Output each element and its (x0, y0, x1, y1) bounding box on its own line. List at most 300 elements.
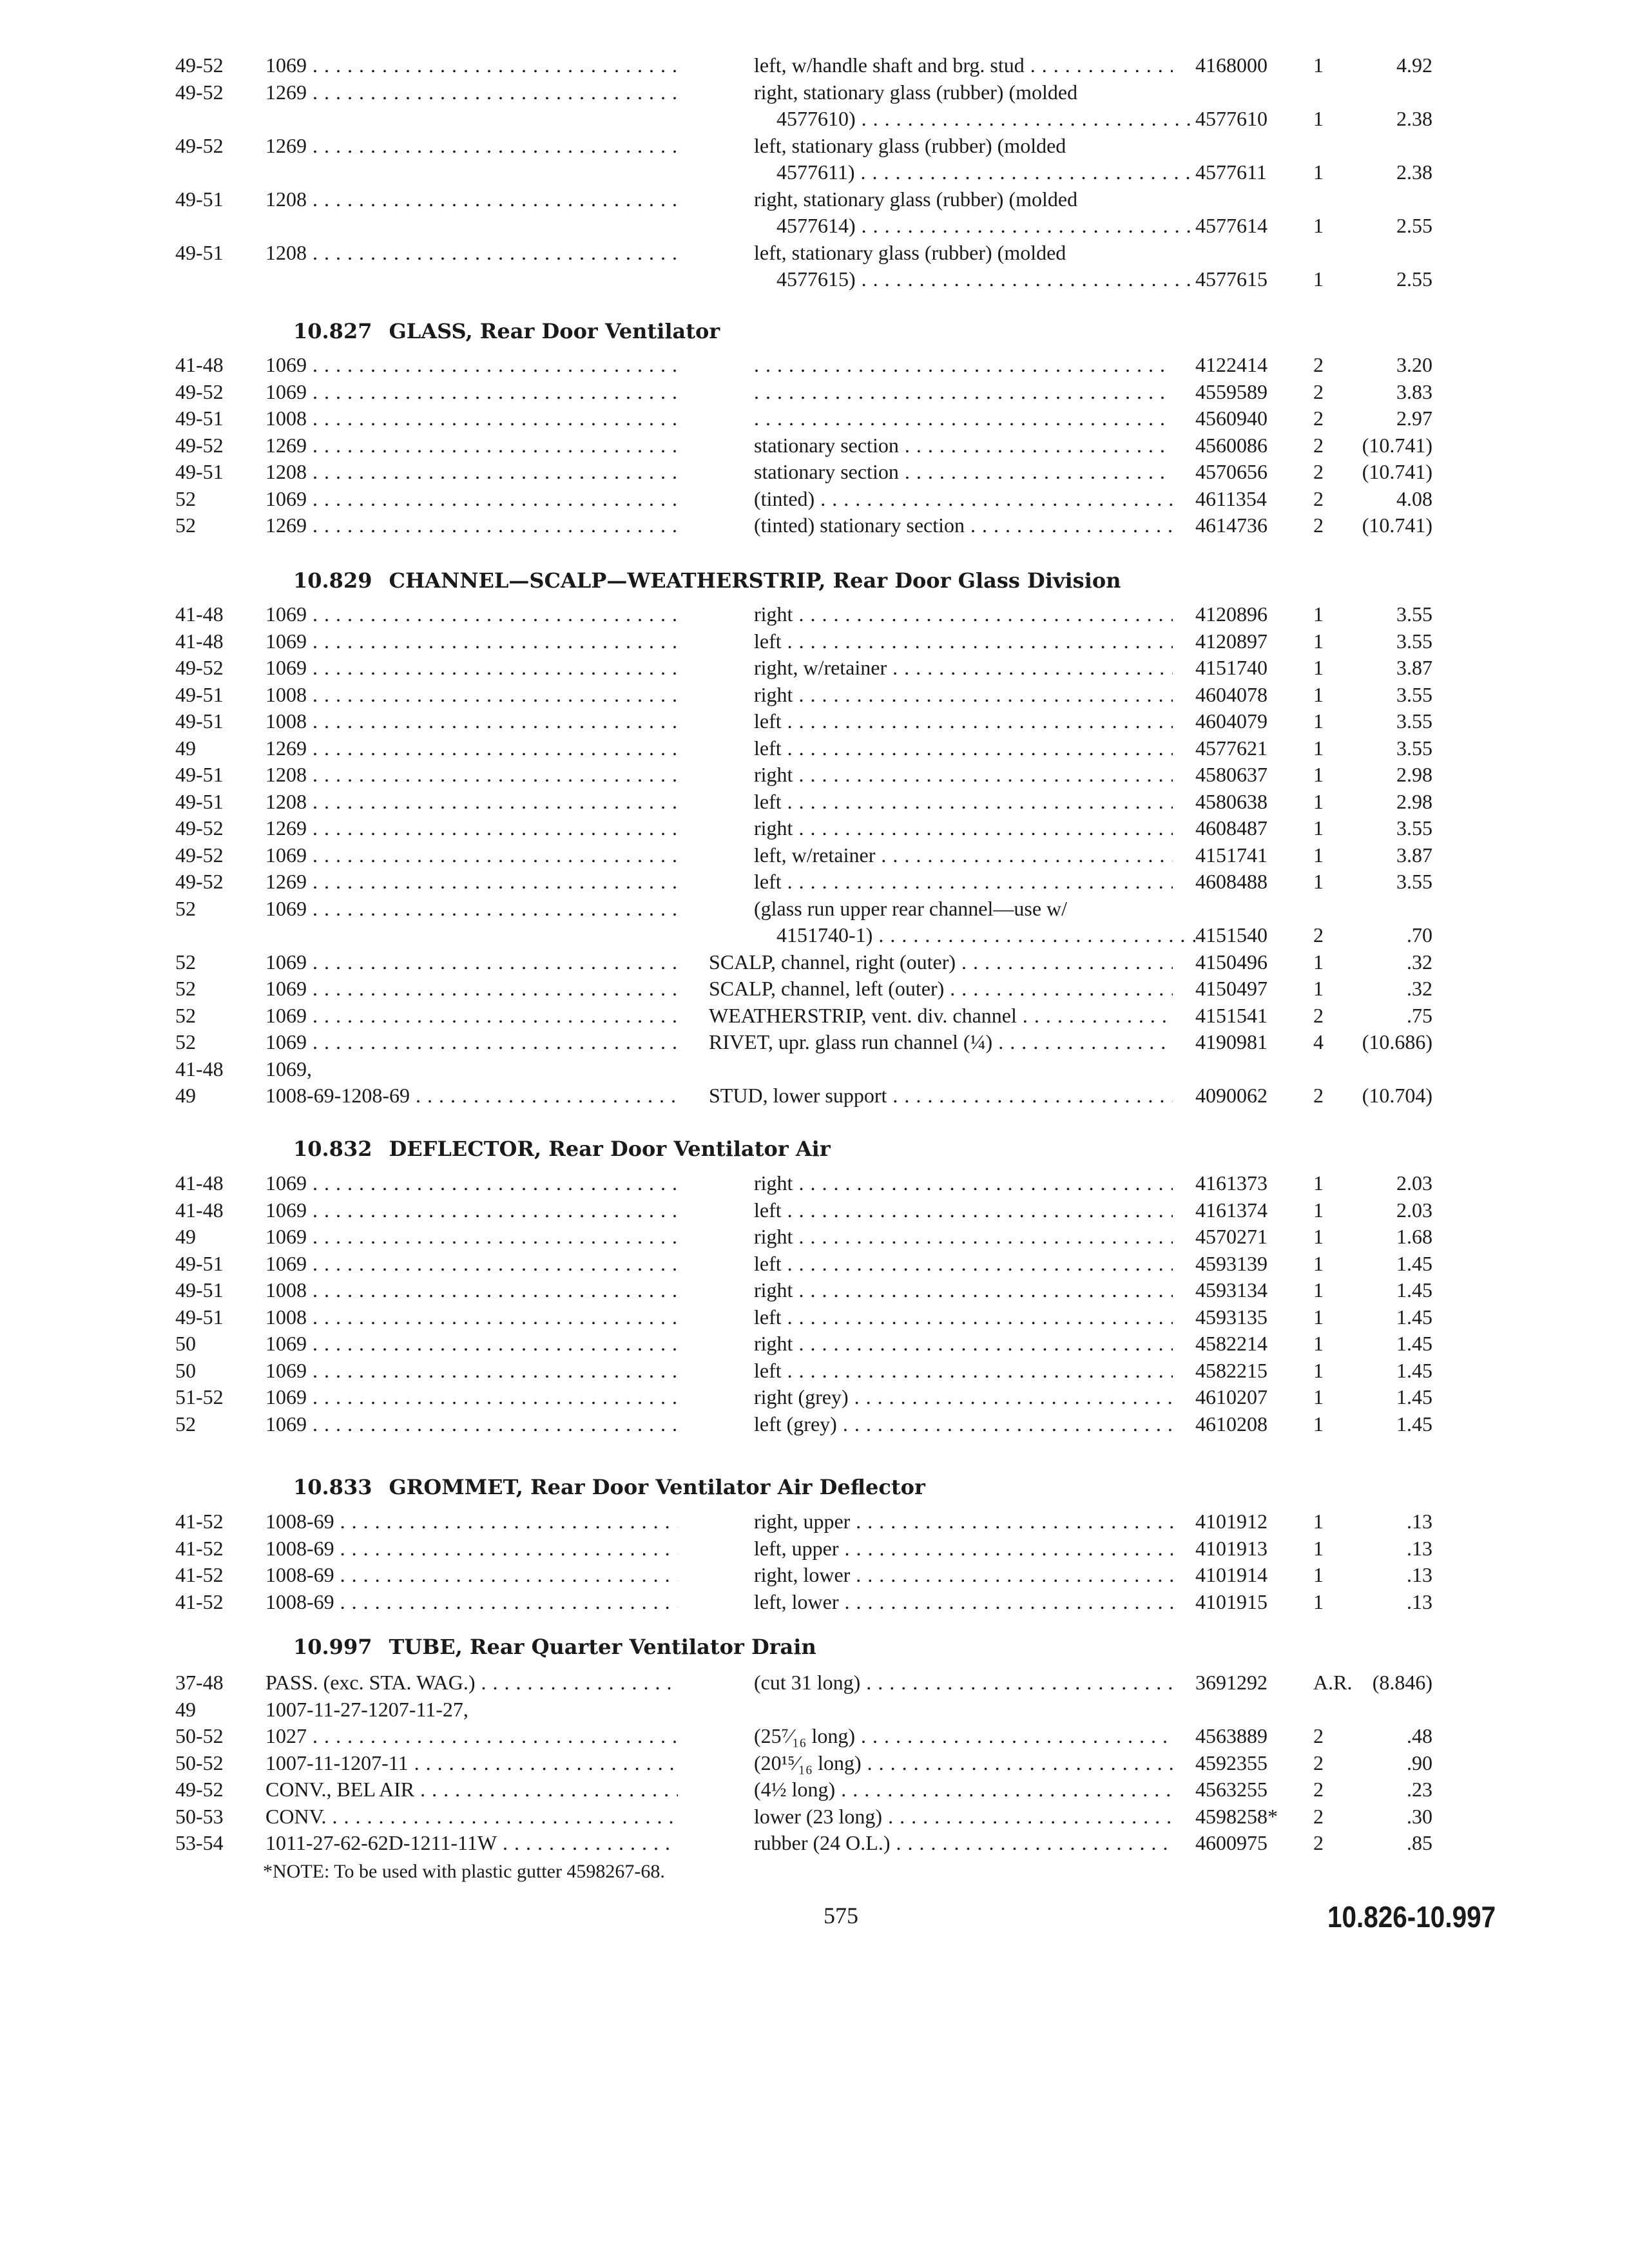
year-cell: 50 (175, 1332, 196, 1355)
table-row (0, 485, 1629, 512)
part-number-cell: 4570656 (1195, 460, 1268, 483)
model-cell: 1027 . . . (265, 1722, 678, 1749)
quantity-cell: 2 (1313, 1724, 1324, 1747)
part-number-cell: 4593134 (1195, 1278, 1268, 1302)
part-number-cell: 4150496 (1195, 950, 1268, 974)
section-code: 10.829 (293, 568, 372, 593)
description-cell: left . . . (754, 868, 1173, 895)
model-cell: 1008 . . . (265, 1276, 678, 1303)
part-number-cell: 4593135 (1195, 1305, 1268, 1329)
quantity-cell: 1 (1313, 790, 1324, 813)
description-cell: (cut 31 long) . . . (754, 1669, 1173, 1696)
table-row (0, 1669, 1629, 1696)
description-cell: 4577611) . . . (776, 159, 1195, 186)
quantity-cell: 1 (1313, 709, 1324, 733)
description-cell: 4577610) . . . (776, 105, 1195, 132)
part-number-cell: 4598258* (1195, 1805, 1278, 1828)
year-cell: 52 (175, 897, 196, 920)
quantity-cell: 2 (1313, 380, 1324, 403)
year-cell: 49-52 (175, 843, 224, 867)
table-row (0, 378, 1629, 405)
price-cell: 3.83 (1396, 380, 1432, 403)
model-cell: 1069 . . . (265, 1330, 678, 1357)
model-cell: 1269 . . . (265, 814, 678, 841)
section-heading (293, 1135, 831, 1162)
quantity-cell: 1 (1313, 843, 1324, 867)
year-cell: 49-52 (175, 134, 224, 157)
description-cell: left . . . (754, 628, 1173, 655)
description-cell: right . . . (754, 1276, 1173, 1303)
year-cell: 49 (175, 1225, 196, 1248)
part-number-cell: 4610208 (1195, 1412, 1268, 1436)
year-cell: 37-48 (175, 1671, 224, 1694)
year-cell: 41-52 (175, 1590, 224, 1613)
model-cell: 1069 . . . (265, 1223, 678, 1250)
description-cell (754, 378, 1173, 405)
year-cell: 50 (175, 1359, 196, 1382)
year-cell: 49-51 (175, 1252, 224, 1275)
year-cell: 49 (175, 1698, 196, 1721)
model-cell: 1008-69-1208-69 . . . (265, 1082, 678, 1109)
part-number-cell: 4577610 (1195, 107, 1268, 130)
description-cell: (tinted) stationary section . . . (754, 512, 1173, 539)
part-number-cell: 4101913 (1195, 1537, 1268, 1560)
quantity-cell: 2 (1313, 514, 1324, 537)
description-cell: 4577615) . . . (776, 265, 1195, 293)
model-cell: 1069 . . . (265, 948, 678, 975)
table-row (0, 239, 1629, 266)
price-cell: 1.45 (1396, 1332, 1432, 1355)
description-cell: lower (23 long) . . . (754, 1803, 1173, 1830)
table-row (0, 707, 1629, 735)
table-row (0, 351, 1629, 378)
year-cell: 49-52 (175, 53, 224, 77)
price-cell: 3.55 (1396, 870, 1432, 893)
price-cell: (10.741) (1362, 514, 1432, 537)
section-code: 10.997 (293, 1635, 372, 1659)
quantity-cell: 2 (1313, 1004, 1324, 1027)
table-row (0, 1082, 1629, 1109)
model-cell: 1069 . . . (265, 975, 678, 1002)
year-cell: 41-48 (175, 1171, 224, 1195)
description-cell: left . . . (754, 788, 1173, 815)
part-number-cell: 4608487 (1195, 816, 1268, 840)
table-row (0, 1330, 1629, 1357)
model-cell: 1069 . . . (265, 1196, 678, 1224)
part-number-cell: 4592355 (1195, 1751, 1268, 1774)
part-number-cell: 4582215 (1195, 1359, 1268, 1382)
description-cell: left, w/retainer . . . (754, 841, 1173, 869)
price-cell: 2.03 (1396, 1198, 1432, 1222)
year-cell: 49-52 (175, 81, 224, 104)
description-cell: left . . . (754, 707, 1173, 735)
description-cell: (tinted) . . . (754, 485, 1173, 512)
model-cell: 1208 . . . (265, 788, 678, 815)
description-cell: right, lower . . . (754, 1561, 1173, 1588)
description-cell: right (grey) . . . (754, 1383, 1173, 1410)
model-cell: 1011-27-62-62D-1211-11W . . . (265, 1829, 678, 1856)
quantity-cell: 1 (1313, 1412, 1324, 1436)
part-number-cell: 4560940 (1195, 407, 1268, 430)
quantity-cell: 1 (1313, 160, 1324, 184)
model-cell: CONV. . . . (265, 1803, 678, 1830)
description-cell: (glass run upper rear channel—use w/ (754, 897, 1068, 920)
model-cell: 1069 . . . (265, 654, 678, 681)
model-cell: PASS. (exc. STA. WAG.) . . . (265, 1669, 678, 1696)
year-cell: 52 (175, 1004, 196, 1027)
price-cell: 3.87 (1396, 656, 1432, 679)
table-row (0, 921, 1629, 948)
table-row (0, 1410, 1629, 1437)
price-cell: (10.686) (1362, 1030, 1432, 1053)
part-number-cell: 4101912 (1195, 1510, 1268, 1533)
year-cell: 41-52 (175, 1537, 224, 1560)
quantity-cell: 1 (1313, 107, 1324, 130)
description-cell: left . . . (754, 1250, 1173, 1277)
part-number-cell: 4604078 (1195, 683, 1268, 706)
quantity-cell: 1 (1313, 1171, 1324, 1195)
year-cell: 49-52 (175, 816, 224, 840)
price-cell: .48 (1407, 1724, 1432, 1747)
quantity-cell: 1 (1313, 267, 1324, 291)
year-cell: 49-51 (175, 709, 224, 733)
quantity-cell: 2 (1313, 1751, 1324, 1774)
year-cell: 49-51 (175, 683, 224, 706)
year-cell: 49 (175, 1084, 196, 1107)
table-row (0, 1749, 1629, 1776)
section-title: GLASS, Rear Door Ventilator (389, 319, 720, 343)
year-cell: 53-54 (175, 1831, 224, 1854)
price-cell: .32 (1407, 950, 1432, 974)
table-row (0, 1303, 1629, 1331)
price-cell: .13 (1407, 1590, 1432, 1613)
table-row (0, 761, 1629, 788)
description-cell: left . . . (754, 735, 1173, 762)
table-row (0, 814, 1629, 841)
part-number-cell: 4151740 (1195, 656, 1268, 679)
section-title: GROMMET, Rear Door Ventilator Air Deflector (389, 1475, 925, 1499)
table-row (0, 1722, 1629, 1749)
quantity-cell: 2 (1313, 1805, 1324, 1828)
model-cell: 1208 . . . (265, 458, 678, 485)
quantity-cell: 1 (1313, 53, 1324, 77)
price-cell: 3.55 (1396, 602, 1432, 626)
table-row (0, 975, 1629, 1002)
description-cell: right, stationary glass (rubber) (molded (754, 187, 1078, 211)
section-heading (293, 1474, 925, 1501)
price-cell: .23 (1407, 1778, 1432, 1801)
part-number-cell: 4600975 (1195, 1831, 1268, 1854)
description-cell: stationary section . . . (754, 432, 1173, 459)
table-row (0, 1803, 1629, 1830)
description-cell: left . . . (754, 1303, 1173, 1331)
price-cell: (8.846) (1372, 1671, 1432, 1694)
price-cell: 1.45 (1396, 1385, 1432, 1408)
model-cell: 1069 . . . (265, 895, 678, 922)
year-cell: 49-51 (175, 1278, 224, 1302)
description-cell: left, upper . . . (754, 1535, 1173, 1562)
table-row (0, 132, 1629, 159)
model-cell: 1069 . . . (265, 1383, 678, 1410)
model-cell: 1269 . . . (265, 868, 678, 895)
description-cell: left, stationary glass (rubber) (molded (754, 134, 1066, 157)
table-row (0, 1276, 1629, 1303)
year-cell: 50-53 (175, 1805, 224, 1828)
price-cell: 4.08 (1396, 487, 1432, 510)
part-number-cell: 4101914 (1195, 1563, 1268, 1586)
table-row (0, 1055, 1629, 1082)
model-cell: 1069 . . . (265, 1169, 678, 1196)
year-cell: 52 (175, 1412, 196, 1436)
model-cell: 1069 . . . (265, 1002, 678, 1029)
description-cell: SCALP, channel, right (outer) . . . (709, 948, 1173, 975)
price-cell: .70 (1407, 923, 1432, 947)
description-cell: right . . . (754, 814, 1173, 841)
model-cell: 1208 . . . (265, 761, 678, 788)
quantity-cell: 1 (1313, 816, 1324, 840)
price-cell: .85 (1407, 1831, 1432, 1854)
section-title: CHANNEL—SCALP—WEATHERSTRIP, Rear Door Glass Division (389, 568, 1121, 593)
price-cell: .13 (1407, 1563, 1432, 1586)
model-cell: 1008 . . . (265, 681, 678, 708)
price-cell: 3.55 (1396, 709, 1432, 733)
part-number-cell: 4608488 (1195, 870, 1268, 893)
table-row (0, 1357, 1629, 1384)
year-cell: 52 (175, 1030, 196, 1053)
section-heading (293, 318, 720, 345)
price-cell: 2.38 (1396, 160, 1432, 184)
quantity-cell: 2 (1313, 434, 1324, 457)
quantity-cell: 1 (1313, 1278, 1324, 1302)
quantity-cell: 2 (1313, 1831, 1324, 1854)
part-number-cell: 4161373 (1195, 1171, 1268, 1195)
quantity-cell: 1 (1313, 629, 1324, 653)
price-cell: .90 (1407, 1751, 1432, 1774)
part-number-cell: 4610207 (1195, 1385, 1268, 1408)
model-cell: 1208 . . . (265, 239, 678, 266)
description-cell: 4151740-1) . . . (776, 921, 1195, 948)
year-cell: 49-51 (175, 241, 224, 264)
part-number-cell: 4168000 (1195, 53, 1268, 77)
price-cell: 3.55 (1396, 629, 1432, 653)
model-cell: 1069 . . . (265, 1028, 678, 1055)
description-cell: right . . . (754, 601, 1173, 628)
description-cell: STUD, lower support . . . (709, 1082, 1173, 1109)
year-cell: 52 (175, 977, 196, 1000)
year-cell: 41-48 (175, 353, 224, 376)
table-row (0, 458, 1629, 485)
model-cell: 1008-69 . . . (265, 1508, 678, 1535)
part-number-cell: 4577611 (1195, 160, 1267, 184)
section-title: TUBE, Rear Quarter Ventilator Drain (389, 1635, 816, 1659)
table-row (0, 654, 1629, 681)
table-row (0, 1223, 1629, 1250)
year-cell: 41-48 (175, 629, 224, 653)
quantity-cell: 1 (1313, 1305, 1324, 1329)
year-cell: 52 (175, 950, 196, 974)
quantity-cell: 2 (1313, 1778, 1324, 1801)
price-cell: 1.45 (1396, 1252, 1432, 1275)
description-cell: left, lower . . . (754, 1588, 1173, 1615)
description-cell: left, stationary glass (rubber) (molded (754, 241, 1066, 264)
description-cell: right . . . (754, 1330, 1173, 1357)
model-cell: 1008-69 . . . (265, 1561, 678, 1588)
year-cell: 49-52 (175, 1778, 224, 1801)
quantity-cell: 1 (1313, 1385, 1324, 1408)
description-cell: (20¹⁵⁄₁₆ long) . . . (754, 1749, 1173, 1776)
quantity-cell: 1 (1313, 977, 1324, 1000)
description-cell: right, w/retainer . . . (754, 654, 1173, 681)
part-number-cell: 4120897 (1195, 629, 1268, 653)
table-row (0, 405, 1629, 432)
price-cell: 2.97 (1396, 407, 1432, 430)
section-title: DEFLECTOR, Rear Door Ventilator Air (389, 1137, 831, 1161)
model-cell: 1007-11-1207-11 . . . (265, 1749, 678, 1776)
price-cell: 3.55 (1396, 683, 1432, 706)
part-number-cell: 3691292 (1195, 1671, 1268, 1694)
quantity-cell: 1 (1313, 214, 1324, 237)
year-cell: 49-51 (175, 407, 224, 430)
quantity-cell: 1 (1313, 870, 1324, 893)
page-number: 575 (824, 1903, 858, 1928)
description-cell: (4½ long) . . . (754, 1776, 1173, 1803)
section-heading (293, 1633, 816, 1660)
quantity-cell: A.R. (1313, 1671, 1353, 1694)
price-cell: 1.68 (1396, 1225, 1432, 1248)
model-cell: 1069 . . . (265, 601, 678, 628)
part-number-cell: 4161374 (1195, 1198, 1268, 1222)
table-row (0, 841, 1629, 869)
description-cell: RIVET, upr. glass run channel (¼) . . . (709, 1028, 1173, 1055)
model-cell: CONV., BEL AIR . . . (265, 1776, 678, 1803)
quantity-cell: 1 (1313, 950, 1324, 974)
year-cell: 50-52 (175, 1751, 224, 1774)
part-number-cell: 4582214 (1195, 1332, 1268, 1355)
model-cell: 1007-11-27-1207-11-27, (265, 1698, 468, 1721)
table-row (0, 868, 1629, 895)
price-cell: 3.20 (1396, 353, 1432, 376)
table-row (0, 1535, 1629, 1562)
table-row (0, 601, 1629, 628)
model-cell: 1269 . . . (265, 79, 678, 106)
model-cell: 1069 . . . (265, 841, 678, 869)
table-row (0, 1829, 1629, 1856)
price-cell: (10.741) (1362, 434, 1432, 457)
table-row (0, 1250, 1629, 1277)
price-cell: (10.741) (1362, 460, 1432, 483)
quantity-cell: 2 (1313, 407, 1324, 430)
table-row (0, 1588, 1629, 1615)
description-cell: right . . . (754, 681, 1173, 708)
model-cell: 1069 . . . (265, 351, 678, 378)
part-number-cell: 4580637 (1195, 763, 1268, 786)
model-cell: 1008 . . . (265, 1303, 678, 1331)
table-row (0, 432, 1629, 459)
quantity-cell: 1 (1313, 1510, 1324, 1533)
table-row (0, 1028, 1629, 1055)
model-cell: 1069 . . . (265, 378, 678, 405)
model-cell: 1069 . . . (265, 1410, 678, 1437)
table-row (0, 1002, 1629, 1029)
part-number-cell: 4563889 (1195, 1724, 1268, 1747)
price-cell: .30 (1407, 1805, 1432, 1828)
table-row (0, 79, 1629, 106)
quantity-cell: 1 (1313, 602, 1324, 626)
price-cell: 2.98 (1396, 763, 1432, 786)
part-number-cell: 4150497 (1195, 977, 1268, 1000)
section-code: 10.827 (293, 319, 372, 343)
table-row (0, 681, 1629, 708)
model-cell: 1069, (265, 1057, 312, 1081)
part-number-cell: 4604079 (1195, 709, 1268, 733)
price-cell: 4.92 (1396, 53, 1432, 77)
quantity-cell: 1 (1313, 1225, 1324, 1248)
table-row (0, 1696, 1629, 1723)
description-cell: right, stationary glass (rubber) (molded (754, 81, 1078, 104)
year-cell: 49-51 (175, 460, 224, 483)
price-cell: 2.03 (1396, 1171, 1432, 1195)
year-cell: 50-52 (175, 1724, 224, 1747)
price-cell: .13 (1407, 1510, 1432, 1533)
part-number-cell: 4577615 (1195, 267, 1268, 291)
model-cell: 1069 . . . (265, 1250, 678, 1277)
model-cell: 1269 . . . (265, 132, 678, 159)
quantity-cell: 1 (1313, 1590, 1324, 1613)
part-number-cell: 4151541 (1195, 1004, 1268, 1027)
description-cell: left . . . (754, 1196, 1173, 1224)
description-cell: WEATHERSTRIP, vent. div. channel . . . (709, 1002, 1173, 1029)
model-cell: 1069 . . . (265, 628, 678, 655)
year-cell: 49-52 (175, 434, 224, 457)
quantity-cell: 1 (1313, 1537, 1324, 1560)
table-row (0, 1776, 1629, 1803)
section-heading (293, 567, 1121, 594)
model-cell: 1008-69 . . . (265, 1535, 678, 1562)
quantity-cell: 1 (1313, 1563, 1324, 1586)
quantity-cell: 1 (1313, 736, 1324, 760)
year-cell: 41-52 (175, 1563, 224, 1586)
model-cell: 1008 . . . (265, 405, 678, 432)
table-row (0, 105, 1629, 132)
table-row (0, 1561, 1629, 1588)
price-cell: 3.55 (1396, 816, 1432, 840)
description-cell: right . . . (754, 761, 1173, 788)
part-number-cell: 4577621 (1195, 736, 1268, 760)
quantity-cell: 2 (1313, 1084, 1324, 1107)
part-number-cell: 4563255 (1195, 1778, 1268, 1801)
description-cell: right . . . (754, 1223, 1173, 1250)
price-cell: 2.55 (1396, 267, 1432, 291)
year-cell: 49-51 (175, 790, 224, 813)
year-cell: 41-48 (175, 602, 224, 626)
table-row (0, 212, 1629, 239)
section-code: 10.832 (293, 1137, 372, 1161)
description-cell (754, 351, 1173, 378)
price-cell: (10.704) (1362, 1084, 1432, 1107)
price-cell: 1.45 (1396, 1305, 1432, 1329)
part-number-cell: 4577614 (1195, 214, 1268, 237)
year-cell: 52 (175, 487, 196, 510)
table-row (0, 159, 1629, 186)
description-cell: left . . . (754, 1357, 1173, 1384)
part-number-cell: 4151741 (1195, 843, 1268, 867)
table-row (0, 735, 1629, 762)
quantity-cell: 2 (1313, 460, 1324, 483)
model-cell: 1269 . . . (265, 735, 678, 762)
price-cell: .32 (1407, 977, 1432, 1000)
part-number-cell: 4122414 (1195, 353, 1268, 376)
part-number-cell: 4560086 (1195, 434, 1268, 457)
